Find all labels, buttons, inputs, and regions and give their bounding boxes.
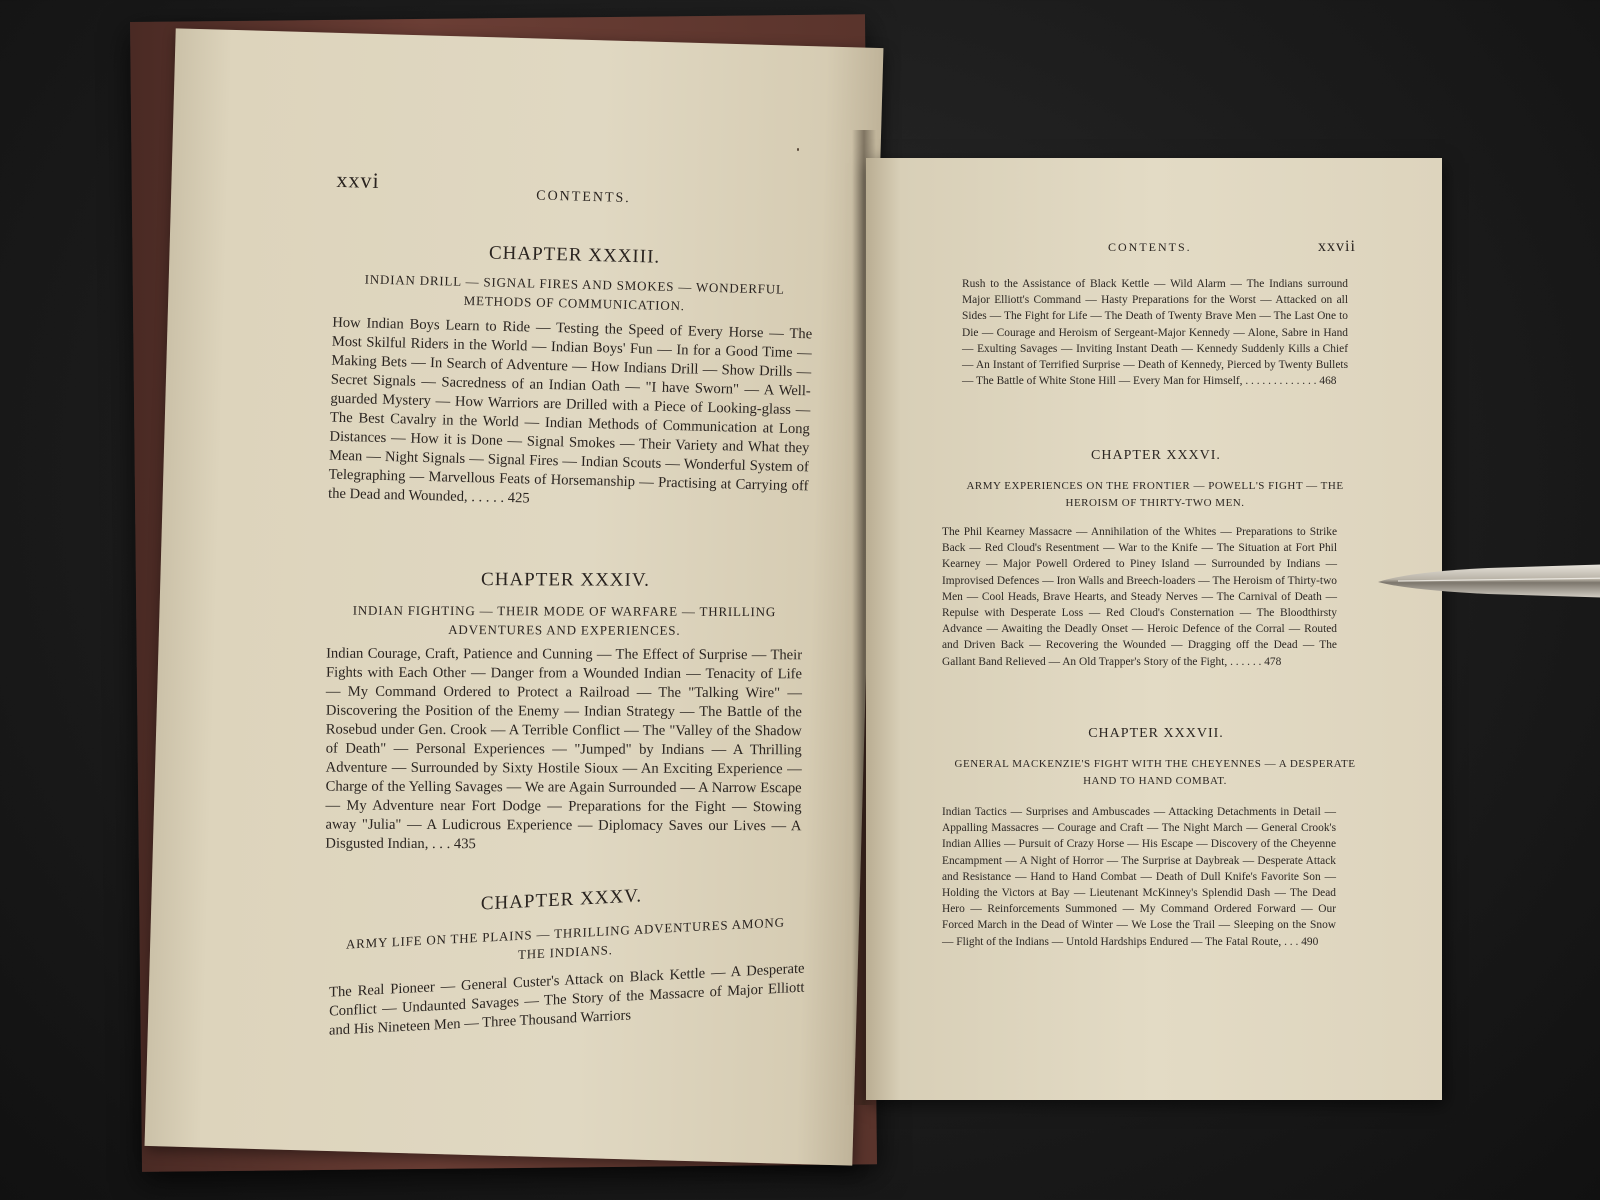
chapter-heading: CHAPTER XXXV. — [480, 885, 643, 915]
page-number-left: xxvi — [336, 166, 381, 194]
chapter-subtitle: INDIAN DRILL — SIGNAL FIRES AND SMOKES — WONDERFUL METHODS OF COMMUNICATION. — [364, 271, 785, 314]
chapter-heading: CHAPTER XXXVI. — [1091, 448, 1221, 463]
chapter-subtitle: ARMY EXPERIENCES ON THE FRONTIER — POWELL'S FIGHT — THE HEROISM OF THIRTY-TWO MEN. — [966, 480, 1344, 509]
chapter-summary: Indian Tactics — Surprises and Ambuscades — Attacking Detachments in Detail — Appalling Massacres — Courage and Craft — The Night March — General Crook's Indian Allies — Pursuit of Crazy Horse — His Escape — Discovery of the Cheyenne Encampment — A Night of Horror — The Surprise at Daybreak — Desperate Attack and Resistance — Hand to Hand Combat — Death of Dull Knife's Favorite Son — Holding the Victors at Bay — Lieutenant McKinney's Splendid Dash — The Dead Hero — Reinforcements Summoned — My Command Ordered Forward — Our Forced March in the Dead of Winter — We Lose the Trail — Sleeping on the Snow — Flight of the Indians — Untold Hardships Endured — The Fatal Route, . . . 490 — [942, 806, 1336, 948]
right-page — [866, 158, 1442, 1100]
paper-speck — [797, 148, 799, 151]
chapter-summary-continued: Rush to the Assistance of Black Kettle — Wild Alarm — The Indians surround Major Elliott's Command — Hasty Preparations for the Worst — Attacked on all Sides — The Fight for Life — The Death of Twenty Brave Men — The Last One to Die — Courage and Heroism of Sergeant-Major Kennedy — Alone, Sabre in Hand — Exulting Savages — Inviting Instant Death — Kennedy Suddenly Kills a Chief — An Instant of Terrified Surprise — Death of Kennedy, Pierced by Twenty Bullets — The Battle of White Stone Hill — Every Man for Himself, . . . . . . . . . . . . . 468 — [962, 278, 1348, 388]
chapter-subtitle: ARMY LIFE ON THE PLAINS — THRILLING ADVENTURES AMONG THE INDIANS. — [345, 914, 785, 962]
chapter-summary: The Real Pioneer — General Custer's Attack on Black Kettle — A Desperate Conflict — Undaunted Savages — The Story of the Massacre of Major Elliott and His Nineteen Men — Three Thousand Warriors — [329, 960, 805, 1039]
chapter-heading: CHAPTER XXXIII. — [488, 242, 661, 268]
chapter-heading: CHAPTER XXXIV. — [481, 569, 650, 591]
chapter-summary: How Indian Boys Learn to Ride — Testing the Speed of Every Horse — The Most Skilful Riders in the World — Indian Boys' Fun — In for a Good Time — Making Bets — In Search of Adventure — How Indians Drill — Show Drills — Secret Signals — Sacredness of an Indian Oath — "I have Sworn" — A Well-guarded Mystery — How Warriors are Drilled with a Piece of Looking-glass — The Best Cavalry in the World — Indian Methods of Communication at Long Distances — How it is Done — Signal Smokes — Their Variety and What they Mean — Night Signals — Signal Fires — Indian Scouts — Wonderful System of Telegraphing — Marvellous Feats of Horsemanship — Practising at Carrying off the Dead and Wounded, . . . . . 425 — [327, 314, 813, 507]
chapter-subtitle: GENERAL MACKENZIE'S FIGHT WITH THE CHEYENNES — A DESPERATE HAND TO HAND COMBAT. — [954, 758, 1356, 787]
chapter-subtitle: INDIAN FIGHTING — THEIR MODE OF WARFARE — THRILLING ADVENTURES AND EXPERIENCES. — [352, 602, 777, 638]
chapter-summary: The Phil Kearney Massacre — Annihilation of the Whites — Preparations to Strike Back — Red Cloud's Resentment — War to the Knife — The Situation at Fort Phil Kearney — Major Powell Ordered to Piney Island — Surrounded by Indians — Improvised Defences — Iron Walls and Breech-loaders — The Heroism of Thirty-two Men — Cool Heads, Brave Hearts, and Steady Nerves — The Carnival of Death — Repulse with Desperate Loss — Red Cloud's Consternation — The Bloodthirsty Advance — Awaiting the Deadly Onset — Heroic Defence of the Corral — Routed and Driven Back — Recovering the Wounded — Dragging off the Dead — The Gallant Band Relieved — An Old Trapper's Story of the Fight, . . . . . . 478 — [942, 526, 1337, 668]
running-head-right: CONTENTS. — [1108, 240, 1192, 254]
page-number-right: xxvii — [1318, 238, 1356, 255]
running-head-left: CONTENTS. — [535, 188, 632, 207]
chapter-heading: CHAPTER XXXVII. — [1088, 726, 1224, 741]
left-page — [145, 28, 884, 1165]
chapter-summary: Indian Courage, Craft, Patience and Cunning — The Effect of Surprise — Their Fights with Each Other — Danger from a Wounded Indian — Tenacity of Life — My Command Ordered to Protect a Railroad — The "Talking Wire" — Discovering the Position of the Enemy — Indian Strategy — The Battle of the Rosebud under Gen. Crook — A Terrible Conflict — The "Valley of the Shadow of Death" — Personal Experiences — "Jumped" by Indians — A Thrilling Adventure — Surrounded by Sixty Hostile Sioux — An Exciting Experience — Charge of the Yelling Savages — We are Again Surrounded — A Narrow Escape — My Adventure near Fort Dodge — Preparations for the Fight — Stowing away "Julia" — A Ludicrous Experience — Diplomacy Saves our Lives — A Disgusted Indian, . . . 435 — [325, 645, 803, 853]
letter-opener-blade-icon — [1378, 558, 1600, 608]
